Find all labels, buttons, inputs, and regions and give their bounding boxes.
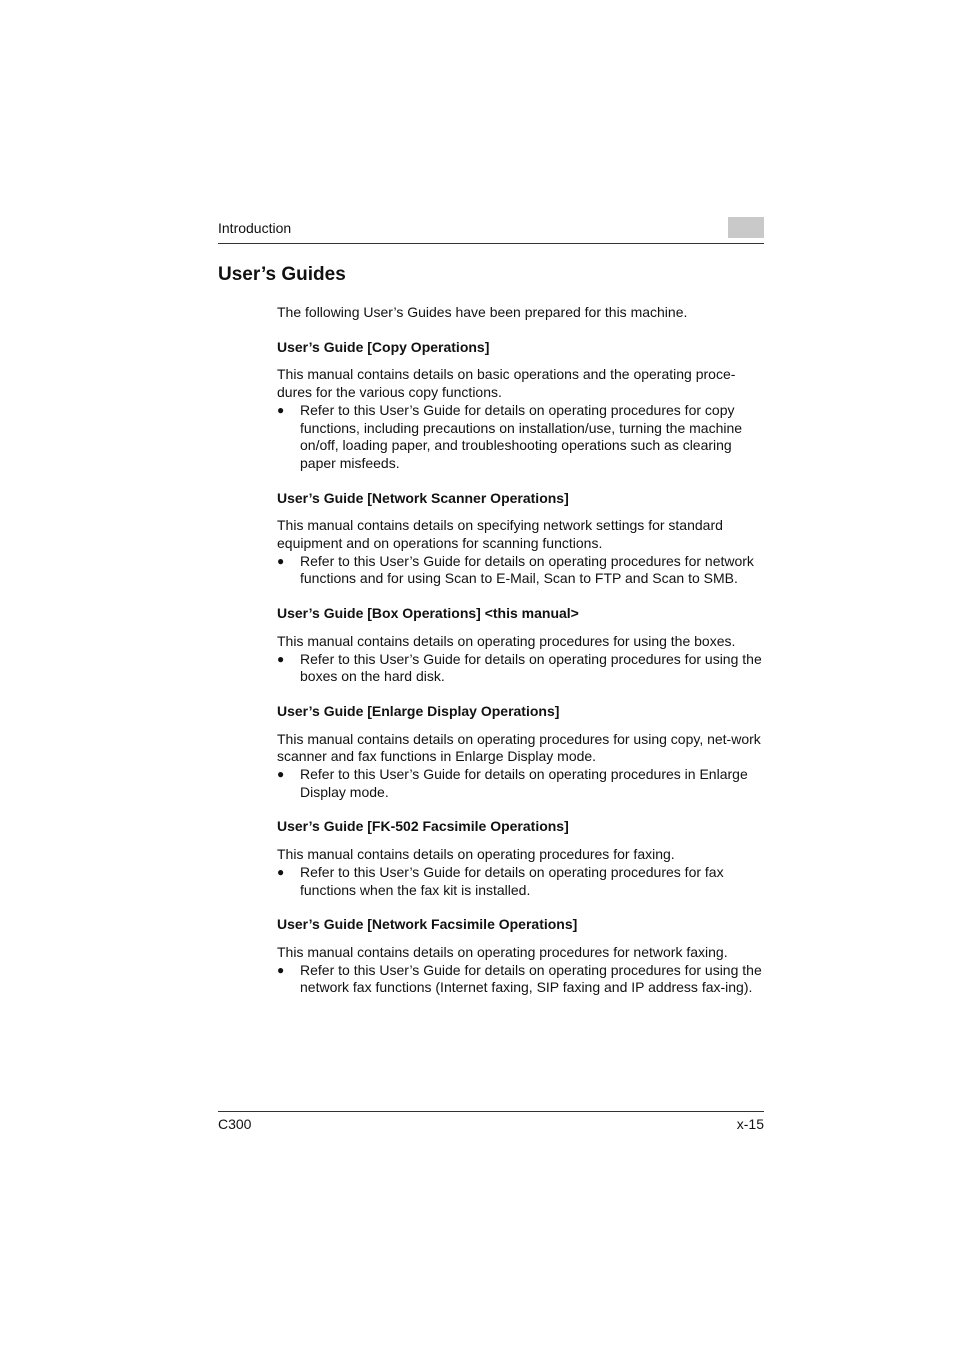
guide-bullet-list	[277, 553, 765, 588]
bullet-icon: ●	[277, 962, 285, 977]
guide-description: This manual contains details on operating procedures for network faxing.	[277, 943, 728, 960]
guide-heading: User’s Guide [Network Scanner Operations]	[277, 489, 569, 506]
guide-section	[277, 339, 765, 473]
model-name: C300	[218, 1116, 252, 1132]
bullet-icon: ●	[277, 864, 285, 879]
running-header	[218, 219, 764, 244]
bullet-icon: ●	[277, 767, 285, 782]
guide-section	[277, 703, 765, 802]
list-item	[277, 651, 765, 686]
bullet-icon: ●	[277, 651, 285, 666]
guide-description: This manual contains details on operating procedures for using copy, net-work scanner and fax functions in Enlarge Display mode.	[277, 730, 761, 765]
guide-bullet-list	[277, 962, 765, 997]
list-item	[277, 553, 765, 588]
guide-heading: User’s Guide [Copy Operations]	[277, 338, 490, 355]
guide-heading: User’s Guide [Box Operations] <this manual>	[277, 605, 579, 622]
guide-heading: User’s Guide [FK-502 Facsimile Operations]	[277, 818, 569, 835]
bullet-text: Refer to this User’s Guide for details on operating procedures in Enlarge Display mode.	[300, 766, 748, 800]
intro-text: The following User’s Guides have been prepared for this machine.	[277, 304, 688, 320]
bullet-text: Refer to this User’s Guide for details on operating procedures for using the boxes on the hard disk.	[300, 650, 762, 685]
guide-bullet-list	[277, 402, 765, 473]
bullet-text: Refer to this User’s Guide for details on operating procedures for fax functions when the fax kit is installed.	[300, 863, 724, 898]
list-item	[277, 766, 765, 801]
guide-description: This manual contains details on basic operations and the operating proce-dures for the various copy functions.	[277, 366, 736, 401]
list-item	[277, 962, 765, 997]
bullet-text: Refer to this User’s Guide for details on operating procedures for network functions and for using Scan to E-Mail, Scan to FTP and Scan to SMB.	[300, 552, 754, 587]
section-name: Introduction	[218, 220, 292, 236]
list-item	[277, 864, 765, 899]
guide-bullet-list	[277, 864, 765, 899]
guide-heading: User’s Guide [Enlarge Display Operations]	[277, 702, 560, 719]
list-item	[277, 402, 765, 473]
guide-section	[277, 916, 765, 997]
guide-description: This manual contains details on specifying network settings for standard equipment and on operations for scanning functions.	[277, 517, 723, 552]
bullet-icon: ●	[277, 402, 285, 417]
guide-bullet-list	[277, 766, 765, 801]
guide-description: This manual contains details on operating procedures for using the boxes.	[277, 632, 736, 649]
guide-section	[277, 818, 765, 899]
bullet-text: Refer to this User’s Guide for details on operating procedures for using the network fax functions (Internet faxing, SIP faxing and IP address fax-ing).	[300, 961, 762, 996]
page-title: User’s Guides	[218, 264, 346, 285]
bullet-icon: ●	[277, 553, 285, 568]
chapter-tab-marker	[728, 217, 764, 238]
page-body	[277, 304, 765, 1014]
guide-section	[277, 605, 765, 686]
bullet-text: Refer to this User’s Guide for details on operating procedures for copy functions, including precautions on installation/use, turning the machine on/off, loading paper, and troubleshooting operations such as clearing paper misfeeds.	[300, 401, 743, 471]
guide-description: This manual contains details on operating procedures for faxing.	[277, 846, 675, 863]
page-number: x-15	[736, 1116, 764, 1132]
guide-heading: User’s Guide [Network Facsimile Operations]	[277, 916, 578, 933]
guide-bullet-list	[277, 651, 765, 686]
running-footer	[218, 1111, 764, 1136]
guide-section	[277, 490, 765, 589]
